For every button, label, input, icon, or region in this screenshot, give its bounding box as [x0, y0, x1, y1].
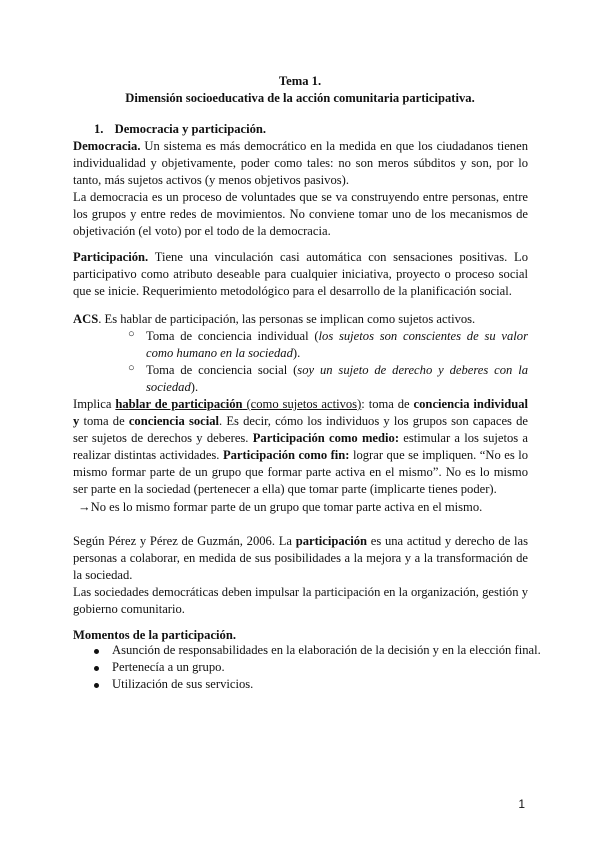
page-number: 1 [518, 797, 525, 811]
implica-t6: lograr que se impliquen. “No es lo mismo formar parte de un grupo que formar parte activa en el mismo”. No es lo mismo ser parte en la sociedad (pertenecer a ella) que tomar parte (implicarte tienes poder). [73, 448, 529, 496]
bullet-icon [94, 683, 99, 688]
section-title: Democracia y participación. [114, 122, 267, 136]
segun-t1: Según Pérez y Pérez de Guzmán, 2006. La [73, 534, 296, 548]
democracia-paragraph [73, 138, 528, 240]
momentos-heading: Momentos de la participación. [73, 628, 237, 642]
section-heading [94, 122, 266, 137]
democracia-term: Democracia. [73, 139, 141, 153]
title-line-1: Tema 1. [278, 74, 322, 88]
acs-text: . Es hablar de participación, las personas se implican como sujetos activos. [98, 312, 476, 326]
acs-item-1-end: ). [292, 346, 301, 360]
implica-t1: Implica [73, 397, 116, 411]
acs-item-2-label: Toma de conciencia social ( [146, 363, 298, 377]
momentos-item-3: Utilización de sus servicios. [112, 677, 254, 691]
acs-item-2-end: ). [190, 380, 199, 394]
segun-b1: participación [295, 534, 368, 548]
title-line-2: Dimensión socioeducativa de la acción comunitaria participativa. [125, 91, 475, 105]
momentos-item-2: Pertenecía a un grupo. [112, 660, 225, 674]
implica-b3: conciencia social [128, 414, 220, 428]
acs-item-2 [146, 362, 528, 396]
circle-bullet-icon: ○ [128, 328, 135, 340]
implica-u1: (como sujetos activos) [242, 397, 362, 411]
implica-paragraph [73, 396, 528, 498]
acs-item-1-label: Toma de conciencia individual ( [146, 329, 319, 343]
acs-paragraph [73, 311, 528, 328]
participacion-paragraph [73, 249, 528, 300]
bullet-icon [94, 666, 99, 671]
democracia-text-2: La democracia es un proceso de voluntades que se va construyendo entre personas, entre los grupos y entre redes de movimientos. No conviene tomar uno de los mecanismos de objetivación (el voto) por el todo de la democracia. [73, 190, 528, 238]
section-number: 1. [94, 122, 104, 136]
segun-t2: es una actitud y derecho de las personas a colaborar, en medida de sus posibilidades a la mejora y a la transformación de la sociedad. [73, 534, 528, 582]
acs-item-2-italic: soy un sujeto de derecho y deberes con la sociedad [146, 363, 528, 394]
circle-bullet-icon: ○ [128, 362, 135, 374]
segun-paragraph [73, 533, 528, 618]
implica-t5: estimular a los sujetos a realizar distintas actividades. [73, 431, 529, 462]
momentos-item-1: Asunción de responsabilidades en la elaboración de la decisión y en la elección final. [112, 643, 541, 657]
participacion-term: Participación. [73, 250, 149, 264]
arrow-line: →No es lo mismo formar parte de un grupo que tomar parte activa en el mismo. [78, 500, 483, 514]
bullet-icon [94, 649, 99, 654]
implica-t2: : toma de [361, 397, 414, 411]
implica-t3: toma de [79, 414, 129, 428]
implica-b2: conciencia individual y [73, 397, 529, 428]
participacion-text: Tiene una vinculación casi automática con sensaciones positivas. Lo participativo como atributo deseable para cualquier iniciativa, proyecto o proceso social que se inicie. Requerimiento metodológico para el desarrollo de la planificación social. [73, 250, 528, 298]
acs-item-1 [146, 328, 528, 362]
implica-b5: Participación como fin: [222, 448, 350, 462]
acs-term: ACS [73, 312, 99, 326]
implica-b4: Participación como medio: [252, 431, 400, 445]
acs-item-1-italic: los sujetos son conscientes de su valor como humano en la sociedad [146, 329, 528, 360]
implica-t4: . Es decir, cómo los individuos y los grupos son capaces de ser sujetos de derechos y deberes. [73, 414, 528, 445]
segun-t3: Las sociedades democráticas deben impulsar la participación en la organización, gestión y gobierno comunitario. [73, 585, 528, 616]
democracia-text-1: Un sistema es más democrático en la medida en que los ciudadanos tienen individualidad y objetivamente, poder como tales: no son meros súbditos y son, por lo tanto, más sujetos activos (y menos objetivos pasivos). [73, 139, 528, 187]
implica-b1: hablar de participación [115, 397, 243, 411]
